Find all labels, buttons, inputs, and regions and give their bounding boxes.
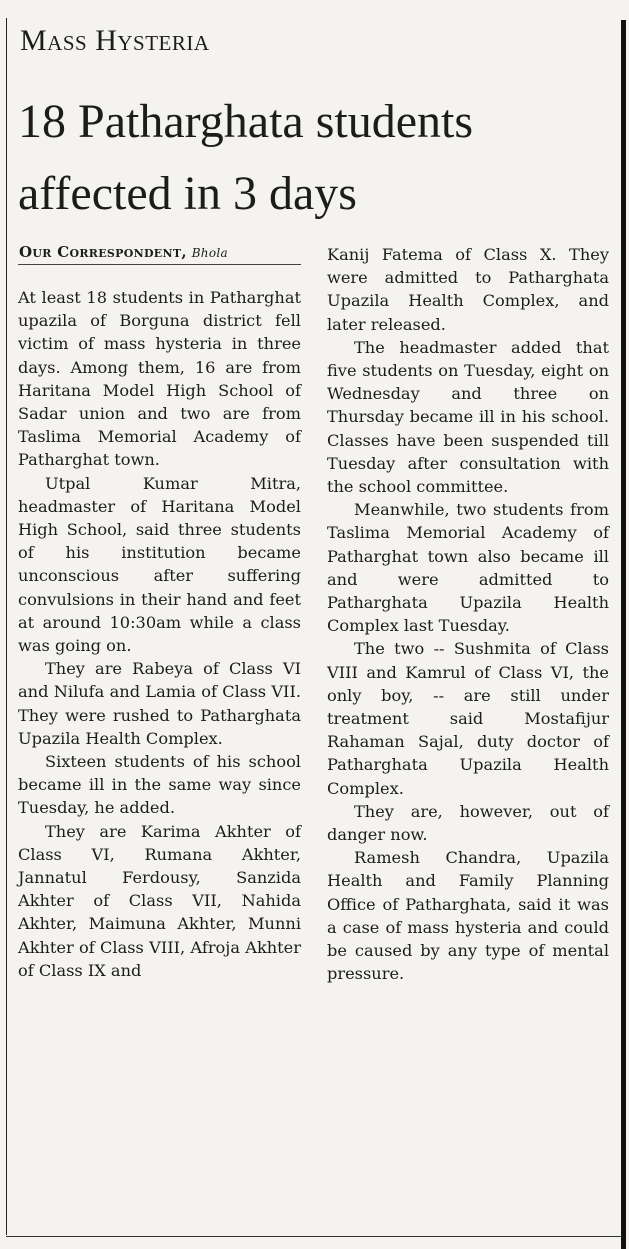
- paragraph: Kanij Fatema of Class X. They were admitted to Patharghata Upazila Health Complex, and later released.: [327, 245, 609, 334]
- bottom-border-rule: [6, 1236, 621, 1237]
- paragraph: They are Karima Akhter of Class VI, Rumana Akhter, Jannatul Ferdousy, Sanzida Akhter of Class VII, Nahida Akhter, Maimuna Akhter, Munni Akhter of Class VIII, Afroja Akhter of Class IX and: [18, 821, 301, 980]
- article-column-1: [18, 286, 301, 982]
- byline-divider: [18, 264, 301, 265]
- paragraph: Utpal Kumar Mitra, headmaster of Haritana Model High School, said three students of his institution became unconscious after suffering convulsions in their hand and feet at around 10:30am while a class was going on.: [18, 473, 301, 656]
- right-border-rule: [621, 20, 626, 1249]
- section-kicker: Mass Hysteria: [20, 24, 210, 57]
- paragraph: Meanwhile, two students from Taslima Memorial Academy of Patharghat town also became ill and were admitted to Patharghata Upazila Health Complex last Tuesday.: [327, 500, 609, 636]
- paragraph: The headmaster added that five students on Tuesday, eight on Wednesday and three on Thursday became ill in his school. Classes have been suspended till Tuesday after consultation with the school committee.: [327, 337, 609, 497]
- article-column-2: [327, 243, 609, 986]
- paragraph: At least 18 students in Patharghat upazila of Borguna district fell victim of mass hysteria in three days. Among them, 16 are from Haritana Model High School of Sadar union and two are from Taslima Memorial Academy of Patharghat town.: [18, 288, 301, 470]
- byline-location: Bhola: [191, 246, 228, 260]
- byline: [19, 243, 228, 261]
- paragraph: Sixteen students of his school became ill in the same way since Tuesday, he added.: [18, 752, 301, 818]
- byline-author: Our Correspondent,: [19, 243, 187, 261]
- paragraph: The two -- Sushmita of Class VIII and Kamrul of Class VI, the only boy, -- are still under treatment said Mostafijur Rahaman Sajal, duty doctor of Patharghata Upazila Health Complex.: [327, 639, 609, 798]
- article-headline: 18 Patharghata students affected in 3 days: [18, 95, 474, 220]
- left-border-rule: [6, 18, 7, 1235]
- paragraph: Ramesh Chandra, Upazila Health and Family Planning Office of Patharghata, said it was a case of mass hysteria and could be caused by any type of mental pressure.: [327, 848, 609, 984]
- paragraph: They are Rabeya of Class VI and Nilufa and Lamia of Class VII. They were rushed to Patharghata Upazila Health Complex.: [18, 659, 301, 748]
- paragraph: They are, however, out of danger now.: [327, 801, 609, 845]
